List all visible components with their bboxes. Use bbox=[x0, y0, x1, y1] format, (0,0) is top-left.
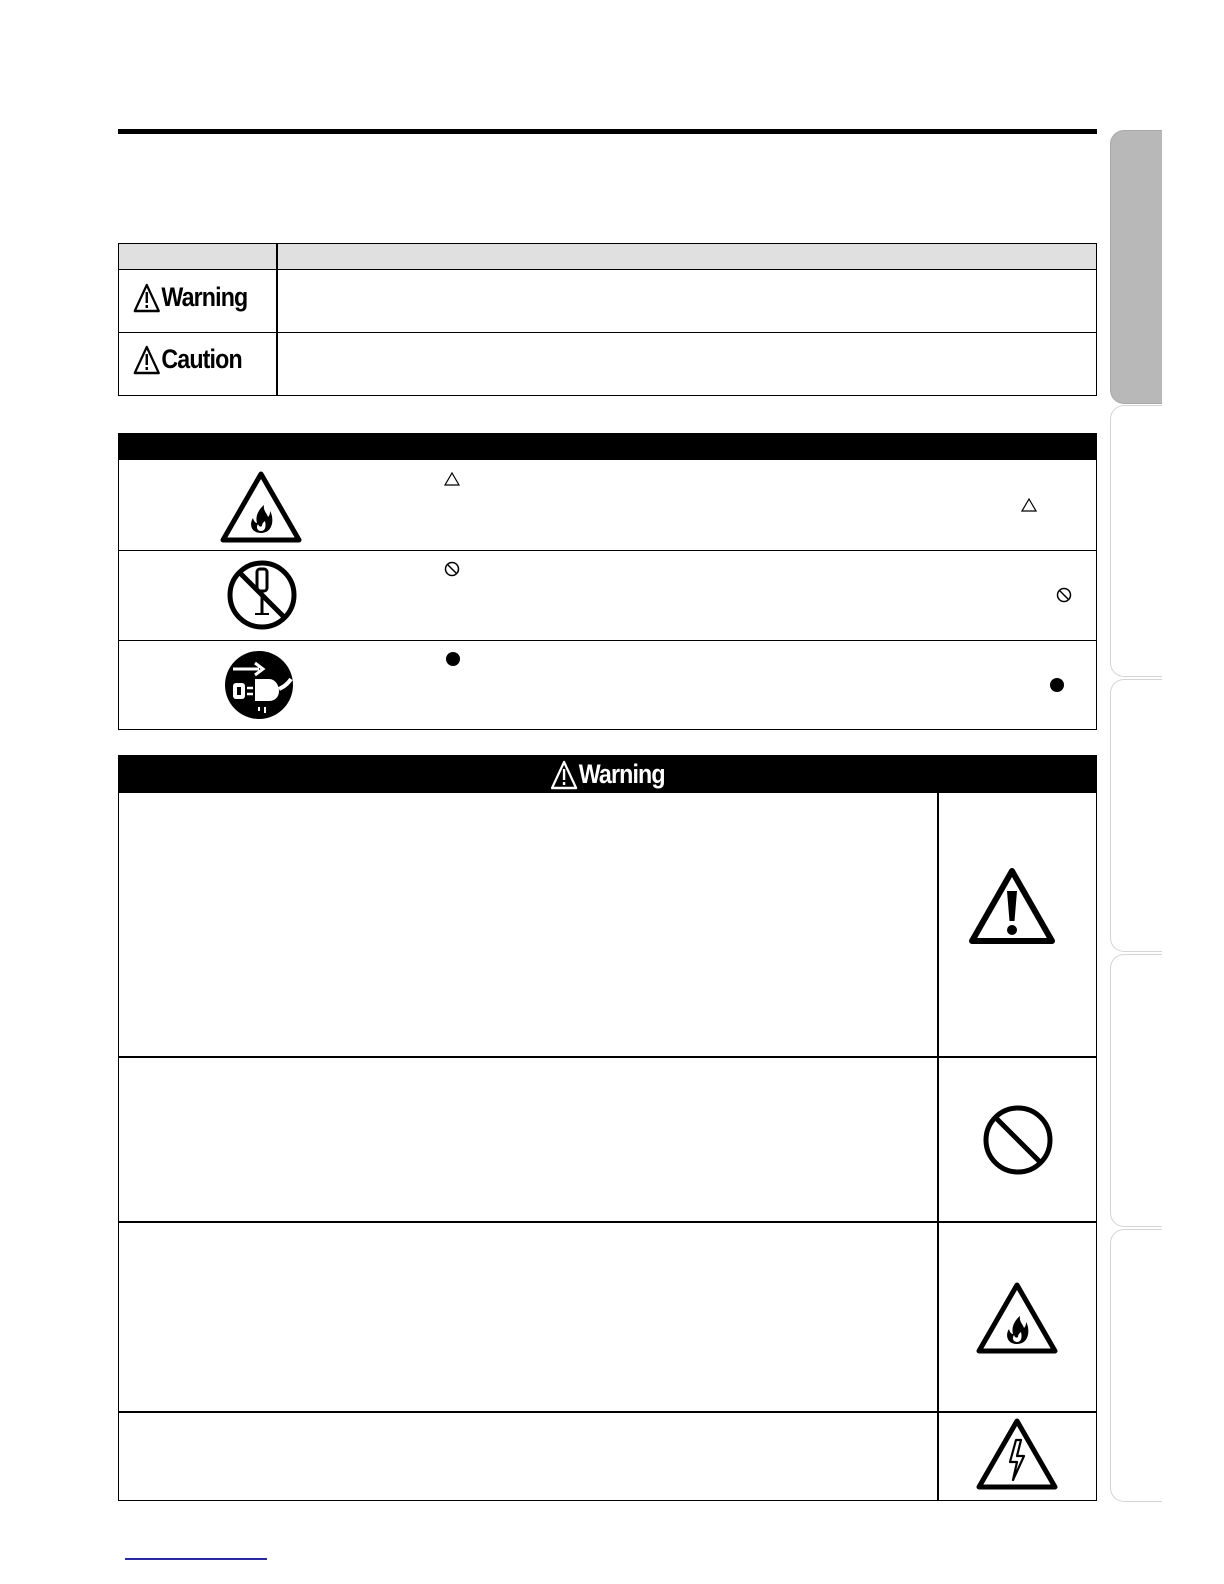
footer-rule bbox=[125, 1558, 267, 1560]
side-tab-1[interactable] bbox=[1110, 130, 1162, 404]
side-tab-2[interactable] bbox=[1110, 405, 1162, 677]
symbol-row-no-disassembly bbox=[119, 550, 1096, 640]
symbol-row-fire bbox=[119, 459, 1096, 550]
small-triangle-icon bbox=[1021, 498, 1037, 512]
top-rule bbox=[118, 129, 1097, 134]
small-filled-circle-icon bbox=[445, 651, 461, 667]
warning-table bbox=[118, 755, 1097, 1501]
signal-table-header bbox=[119, 244, 1096, 270]
signal-label-warning: Warning bbox=[161, 282, 248, 312]
symbol-table-header bbox=[119, 434, 1096, 459]
fire-hazard-icon bbox=[976, 1282, 1058, 1354]
side-tab-4[interactable] bbox=[1110, 954, 1162, 1227]
warning-triangle-icon bbox=[133, 345, 161, 375]
small-prohibition-icon bbox=[1056, 587, 1072, 603]
small-triangle-icon bbox=[444, 472, 460, 486]
fire-hazard-icon bbox=[220, 471, 302, 543]
general-caution-icon bbox=[968, 867, 1056, 945]
signal-row-caution bbox=[119, 333, 1096, 395]
side-tab-5[interactable] bbox=[1110, 1229, 1162, 1502]
signal-word-table bbox=[118, 243, 1097, 396]
no-disassembly-icon bbox=[226, 559, 298, 631]
warning-triangle-icon bbox=[550, 760, 578, 790]
symbol-row-unplug bbox=[119, 640, 1096, 729]
side-tab-3[interactable] bbox=[1110, 679, 1162, 952]
small-prohibition-icon bbox=[444, 561, 460, 577]
small-filled-circle-icon bbox=[1049, 677, 1065, 693]
warning-table-header bbox=[119, 756, 1096, 793]
signal-label-caution: Caution bbox=[161, 344, 242, 374]
unplug-icon bbox=[223, 649, 295, 721]
prohibition-icon bbox=[982, 1104, 1054, 1176]
electric-shock-icon bbox=[976, 1418, 1058, 1490]
symbol-table bbox=[118, 433, 1097, 730]
warning-table-title: Warning bbox=[578, 759, 665, 789]
warning-triangle-icon bbox=[133, 283, 161, 313]
signal-row-warning bbox=[119, 270, 1096, 333]
